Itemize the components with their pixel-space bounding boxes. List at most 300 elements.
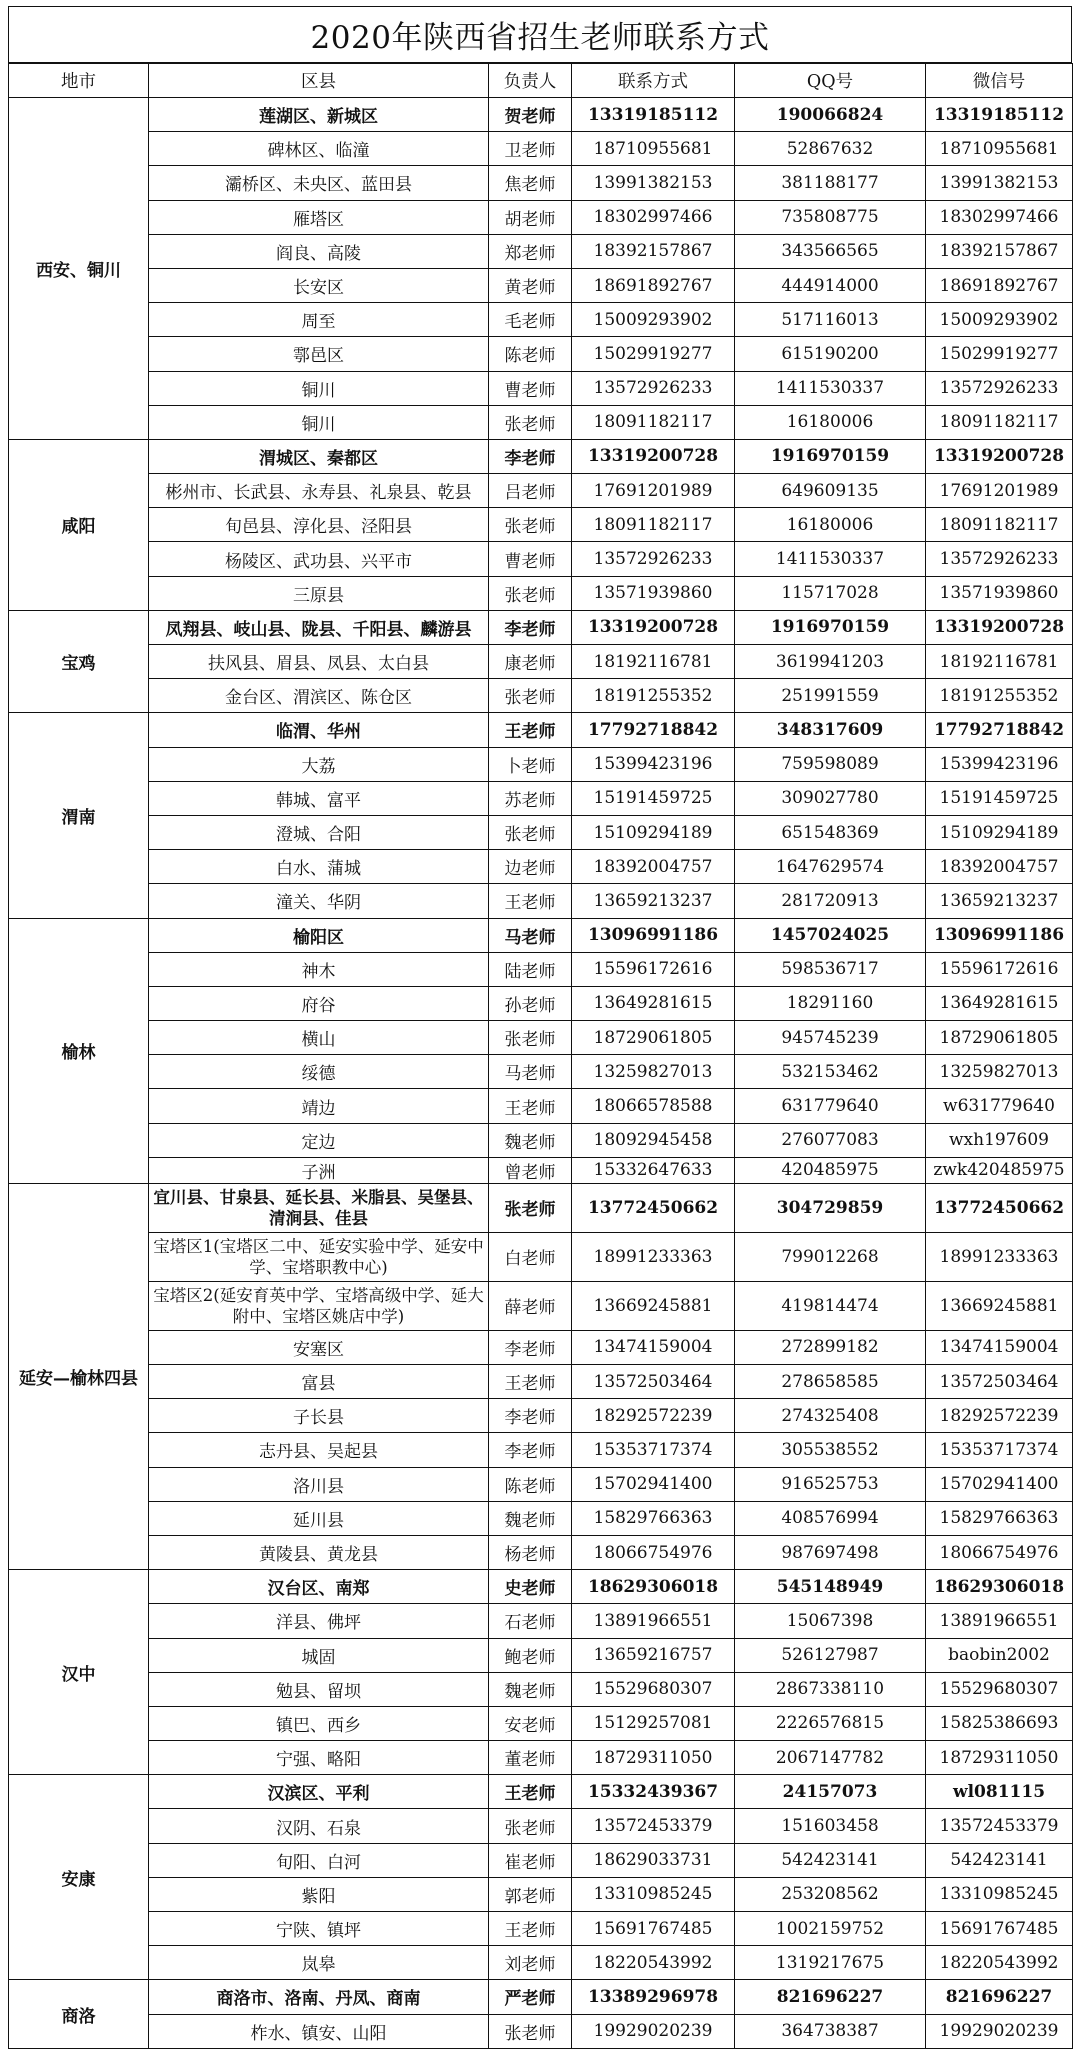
qq-cell: 545148949 <box>735 1570 926 1604</box>
person-cell: 康老师 <box>489 645 572 679</box>
qq-cell: 151603458 <box>735 1809 926 1843</box>
phone-cell: 13772450662 <box>572 1183 735 1232</box>
qq-cell: 24157073 <box>735 1775 926 1809</box>
person-cell: 毛老师 <box>489 303 572 337</box>
wechat-cell: 18091182117 <box>926 508 1073 542</box>
county-cell: 渭城区、秦都区 <box>149 439 489 473</box>
wechat-cell: 13572503464 <box>926 1365 1073 1399</box>
phone-cell: 13389296978 <box>572 1980 735 2014</box>
phone-cell: 18629033731 <box>572 1843 735 1877</box>
phone-cell: 13259827013 <box>572 1055 735 1089</box>
table-row <box>9 952 1073 986</box>
phone-cell: 15029919277 <box>572 337 735 371</box>
qq-cell: 1457024025 <box>735 918 926 952</box>
phone-cell: 18729061805 <box>572 1021 735 1055</box>
county-cell: 镇巴、西乡 <box>149 1706 489 1740</box>
county-cell: 宝塔区1(宝塔区二中、延安实验中学、延安中学、宝塔职教中心) <box>149 1232 489 1281</box>
qq-cell: 1647629574 <box>735 850 926 884</box>
header-phone: 联系方式 <box>572 64 735 98</box>
county-cell: 绥德 <box>149 1055 489 1089</box>
table-body <box>9 98 1073 2049</box>
phone-cell: 15009293902 <box>572 303 735 337</box>
county-cell: 紫阳 <box>149 1877 489 1911</box>
phone-cell: 15129257081 <box>572 1706 735 1740</box>
county-cell: 三原县 <box>149 576 489 610</box>
qq-cell: 1319217675 <box>735 1946 926 1980</box>
qq-cell: 916525753 <box>735 1467 926 1501</box>
qq-cell: 408576994 <box>735 1501 926 1535</box>
table-row <box>9 405 1073 439</box>
table-row <box>9 1809 1073 1843</box>
county-cell: 城固 <box>149 1638 489 1672</box>
qq-cell: 272899182 <box>735 1330 926 1364</box>
wechat-cell: 18091182117 <box>926 405 1073 439</box>
person-cell: 薛老师 <box>489 1281 572 1330</box>
person-cell: 李老师 <box>489 610 572 644</box>
county-cell: 子洲 <box>149 1157 489 1183</box>
wechat-cell: 18392157867 <box>926 234 1073 268</box>
wechat-cell: 15529680307 <box>926 1672 1073 1706</box>
county-cell: 临渭、华州 <box>149 713 489 747</box>
wechat-cell: 18220543992 <box>926 1946 1073 1980</box>
qq-cell: 799012268 <box>735 1232 926 1281</box>
county-cell: 洛川县 <box>149 1467 489 1501</box>
wechat-cell: 13319200728 <box>926 439 1073 473</box>
wechat-cell: 18691892767 <box>926 268 1073 302</box>
person-cell: 曹老师 <box>489 542 572 576</box>
person-cell: 崔老师 <box>489 1843 572 1877</box>
person-cell: 刘老师 <box>489 1946 572 1980</box>
person-cell: 王老师 <box>489 1365 572 1399</box>
table-row <box>9 2014 1073 2048</box>
phone-cell: 13669245881 <box>572 1281 735 1330</box>
person-cell: 张老师 <box>489 405 572 439</box>
region-cell: 延安—榆林四县 <box>9 1183 149 1569</box>
wechat-cell: 15191459725 <box>926 781 1073 815</box>
qq-cell: 615190200 <box>735 337 926 371</box>
header-city: 地市 <box>9 64 149 98</box>
table-row <box>9 1980 1073 2014</box>
county-cell: 定边 <box>149 1123 489 1157</box>
wechat-cell: 15691767485 <box>926 1912 1073 1946</box>
phone-cell: 15332439367 <box>572 1775 735 1809</box>
table-row <box>9 508 1073 542</box>
person-cell: 鲍老师 <box>489 1638 572 1672</box>
region-cell: 渭南 <box>9 713 149 918</box>
person-cell: 焦老师 <box>489 166 572 200</box>
region-cell: 宝鸡 <box>9 610 149 713</box>
wechat-cell: 13659213237 <box>926 884 1073 918</box>
wechat-cell: 18191255352 <box>926 679 1073 713</box>
county-cell: 岚皋 <box>149 1946 489 1980</box>
phone-cell: 13649281615 <box>572 986 735 1020</box>
county-cell: 子长县 <box>149 1399 489 1433</box>
phone-cell: 18991233363 <box>572 1232 735 1281</box>
wechat-cell: 18710955681 <box>926 132 1073 166</box>
wechat-cell: 13572453379 <box>926 1809 1073 1843</box>
county-cell: 阎良、高陵 <box>149 234 489 268</box>
wechat-cell: 18729061805 <box>926 1021 1073 1055</box>
county-cell: 洋县、佛坪 <box>149 1604 489 1638</box>
table-row <box>9 200 1073 234</box>
person-cell: 曹老师 <box>489 371 572 405</box>
qq-cell: 15067398 <box>735 1604 926 1638</box>
county-cell: 扶风县、眉县、凤县、太白县 <box>149 645 489 679</box>
county-cell: 府谷 <box>149 986 489 1020</box>
phone-cell: 15353717374 <box>572 1433 735 1467</box>
wechat-cell: 18991233363 <box>926 1232 1073 1281</box>
table-row <box>9 679 1073 713</box>
person-cell: 张老师 <box>489 2014 572 2048</box>
qq-cell: 274325408 <box>735 1399 926 1433</box>
county-cell: 神木 <box>149 952 489 986</box>
person-cell: 张老师 <box>489 679 572 713</box>
qq-cell: 304729859 <box>735 1183 926 1232</box>
table-row <box>9 1877 1073 1911</box>
wechat-cell: 13319185112 <box>926 98 1073 132</box>
table-row <box>9 1775 1073 1809</box>
table-row <box>9 1055 1073 1089</box>
phone-cell: 18066754976 <box>572 1535 735 1569</box>
phone-cell: 18629306018 <box>572 1570 735 1604</box>
wechat-cell: 13319200728 <box>926 610 1073 644</box>
qq-cell: 2067147782 <box>735 1741 926 1775</box>
header-row <box>9 64 1073 98</box>
person-cell: 张老师 <box>489 1021 572 1055</box>
header-qq: QQ号 <box>735 64 926 98</box>
table-row <box>9 645 1073 679</box>
person-cell: 魏老师 <box>489 1123 572 1157</box>
person-cell: 张老师 <box>489 1809 572 1843</box>
header-wechat: 微信号 <box>926 64 1073 98</box>
phone-cell: 13310985245 <box>572 1877 735 1911</box>
wechat-cell: 13571939860 <box>926 576 1073 610</box>
wechat-cell: 13991382153 <box>926 166 1073 200</box>
table-row <box>9 1365 1073 1399</box>
phone-cell: 18710955681 <box>572 132 735 166</box>
table-row <box>9 132 1073 166</box>
phone-cell: 18392004757 <box>572 850 735 884</box>
county-cell: 白水、蒲城 <box>149 850 489 884</box>
wechat-cell: 821696227 <box>926 1980 1073 2014</box>
phone-cell: 15829766363 <box>572 1501 735 1535</box>
table-row <box>9 337 1073 371</box>
region-cell: 安康 <box>9 1775 149 1980</box>
person-cell: 郑老师 <box>489 234 572 268</box>
table-row <box>9 1089 1073 1123</box>
county-cell: 勉县、留坝 <box>149 1672 489 1706</box>
table-row <box>9 1741 1073 1775</box>
county-cell: 志丹县、吴起县 <box>149 1433 489 1467</box>
person-cell: 魏老师 <box>489 1501 572 1535</box>
qq-cell: 2867338110 <box>735 1672 926 1706</box>
person-cell: 贺老师 <box>489 98 572 132</box>
qq-cell: 631779640 <box>735 1089 926 1123</box>
county-cell: 潼关、华阴 <box>149 884 489 918</box>
wechat-cell: 17691201989 <box>926 474 1073 508</box>
region-cell: 咸阳 <box>9 439 149 610</box>
table-row <box>9 986 1073 1020</box>
phone-cell: 13319185112 <box>572 98 735 132</box>
table-row <box>9 1843 1073 1877</box>
qq-cell: 945745239 <box>735 1021 926 1055</box>
wechat-cell: w631779640 <box>926 1089 1073 1123</box>
county-cell: 安塞区 <box>149 1330 489 1364</box>
county-cell: 大荔 <box>149 747 489 781</box>
person-cell: 史老师 <box>489 1570 572 1604</box>
person-cell: 陆老师 <box>489 952 572 986</box>
person-cell: 卫老师 <box>489 132 572 166</box>
county-cell: 莲湖区、新城区 <box>149 98 489 132</box>
qq-cell: 115717028 <box>735 576 926 610</box>
phone-cell: 15399423196 <box>572 747 735 781</box>
county-cell: 旬阳、白河 <box>149 1843 489 1877</box>
qq-cell: 52867632 <box>735 132 926 166</box>
county-cell: 宁强、略阳 <box>149 1741 489 1775</box>
qq-cell: 364738387 <box>735 2014 926 2048</box>
wechat-cell: 18392004757 <box>926 850 1073 884</box>
wechat-cell: wxh197609 <box>926 1123 1073 1157</box>
wechat-cell: 13310985245 <box>926 1877 1073 1911</box>
qq-cell: 276077083 <box>735 1123 926 1157</box>
qq-cell: 1916970159 <box>735 439 926 473</box>
wechat-cell: 18302997466 <box>926 200 1073 234</box>
qq-cell: 281720913 <box>735 884 926 918</box>
person-cell: 白老师 <box>489 1232 572 1281</box>
wechat-cell: 13572926233 <box>926 542 1073 576</box>
phone-cell: 18392157867 <box>572 234 735 268</box>
person-cell: 陈老师 <box>489 337 572 371</box>
county-cell: 灞桥区、未央区、蓝田县 <box>149 166 489 200</box>
qq-cell: 444914000 <box>735 268 926 302</box>
qq-cell: 1411530337 <box>735 542 926 576</box>
qq-cell: 419814474 <box>735 1281 926 1330</box>
wechat-cell: 15029919277 <box>926 337 1073 371</box>
table-row <box>9 542 1073 576</box>
wechat-cell: 13474159004 <box>926 1330 1073 1364</box>
wechat-cell: 18729311050 <box>926 1741 1073 1775</box>
person-cell: 安老师 <box>489 1706 572 1740</box>
county-cell: 金台区、渭滨区、陈仓区 <box>149 679 489 713</box>
person-cell: 王老师 <box>489 1912 572 1946</box>
wechat-cell: 18629306018 <box>926 1570 1073 1604</box>
person-cell: 李老师 <box>489 1399 572 1433</box>
person-cell: 严老师 <box>489 1980 572 2014</box>
county-cell: 商洛市、洛南、丹凤、商南 <box>149 1980 489 2014</box>
county-cell: 铜川 <box>149 405 489 439</box>
county-cell: 延川县 <box>149 1501 489 1535</box>
table-row <box>9 1232 1073 1281</box>
person-cell: 孙老师 <box>489 986 572 1020</box>
table-row <box>9 747 1073 781</box>
table-row <box>9 1021 1073 1055</box>
qq-cell: 649609135 <box>735 474 926 508</box>
county-cell: 柞水、镇安、山阳 <box>149 2014 489 2048</box>
phone-cell: 13572926233 <box>572 542 735 576</box>
table-row <box>9 474 1073 508</box>
person-cell: 张老师 <box>489 815 572 849</box>
qq-cell: 253208562 <box>735 1877 926 1911</box>
phone-cell: 13891966551 <box>572 1604 735 1638</box>
phone-cell: 15691767485 <box>572 1912 735 1946</box>
table-row <box>9 781 1073 815</box>
person-cell: 杨老师 <box>489 1535 572 1569</box>
county-cell: 杨陵区、武功县、兴平市 <box>149 542 489 576</box>
county-cell: 韩城、富平 <box>149 781 489 815</box>
region-cell: 汉中 <box>9 1570 149 1775</box>
person-cell: 王老师 <box>489 713 572 747</box>
table-row <box>9 1638 1073 1672</box>
county-cell: 宝塔区2(延安育英中学、宝塔高级中学、延大附中、宝塔区姚店中学) <box>149 1281 489 1330</box>
wechat-cell: 15109294189 <box>926 815 1073 849</box>
wechat-cell: 15702941400 <box>926 1467 1073 1501</box>
table-row <box>9 1501 1073 1535</box>
phone-cell: 13659213237 <box>572 884 735 918</box>
person-cell: 马老师 <box>489 1055 572 1089</box>
person-cell: 王老师 <box>489 1089 572 1123</box>
table-row <box>9 1570 1073 1604</box>
county-cell: 榆阳区 <box>149 918 489 952</box>
table-row <box>9 268 1073 302</box>
qq-cell: 348317609 <box>735 713 926 747</box>
table-row <box>9 1912 1073 1946</box>
qq-cell: 251991559 <box>735 679 926 713</box>
county-cell: 宁陕、镇坪 <box>149 1912 489 1946</box>
table-row <box>9 234 1073 268</box>
county-cell: 澄城、合阳 <box>149 815 489 849</box>
qq-cell: 3619941203 <box>735 645 926 679</box>
qq-cell: 1411530337 <box>735 371 926 405</box>
phone-cell: 18191255352 <box>572 679 735 713</box>
phone-cell: 18066578588 <box>572 1089 735 1123</box>
wechat-cell: wl081115 <box>926 1775 1073 1809</box>
phone-cell: 18302997466 <box>572 200 735 234</box>
phone-cell: 17792718842 <box>572 713 735 747</box>
phone-cell: 18092945458 <box>572 1123 735 1157</box>
phone-cell: 15702941400 <box>572 1467 735 1501</box>
phone-cell: 13319200728 <box>572 610 735 644</box>
qq-cell: 598536717 <box>735 952 926 986</box>
qq-cell: 343566565 <box>735 234 926 268</box>
table-row <box>9 166 1073 200</box>
wechat-cell: 13096991186 <box>926 918 1073 952</box>
person-cell: 马老师 <box>489 918 572 952</box>
qq-cell: 381188177 <box>735 166 926 200</box>
phone-cell: 18691892767 <box>572 268 735 302</box>
qq-cell: 532153462 <box>735 1055 926 1089</box>
wechat-cell: 15353717374 <box>926 1433 1073 1467</box>
wechat-cell: baobin2002 <box>926 1638 1073 1672</box>
wechat-cell: 15399423196 <box>926 747 1073 781</box>
phone-cell: 18729311050 <box>572 1741 735 1775</box>
table-row <box>9 1183 1073 1232</box>
page-title: 2020年陕西省招生老师联系方式 <box>8 6 1072 63</box>
qq-cell: 16180006 <box>735 508 926 542</box>
phone-cell: 13572926233 <box>572 371 735 405</box>
wechat-cell: 542423141 <box>926 1843 1073 1877</box>
person-cell: 边老师 <box>489 850 572 884</box>
qq-cell: 309027780 <box>735 781 926 815</box>
table-row <box>9 815 1073 849</box>
table-row <box>9 439 1073 473</box>
table-row <box>9 98 1073 132</box>
county-cell: 黄陵县、黄龙县 <box>149 1535 489 1569</box>
table-row <box>9 610 1073 644</box>
county-cell: 富县 <box>149 1365 489 1399</box>
qq-cell: 190066824 <box>735 98 926 132</box>
person-cell: 李老师 <box>489 1433 572 1467</box>
county-cell: 碑林区、临潼 <box>149 132 489 166</box>
phone-cell: 18220543992 <box>572 1946 735 1980</box>
person-cell: 郭老师 <box>489 1877 572 1911</box>
phone-cell: 13572503464 <box>572 1365 735 1399</box>
region-cell: 榆林 <box>9 918 149 1183</box>
wechat-cell: 17792718842 <box>926 713 1073 747</box>
table-row <box>9 1467 1073 1501</box>
person-cell: 张老师 <box>489 1183 572 1232</box>
person-cell: 黄老师 <box>489 268 572 302</box>
county-cell: 凤翔县、岐山县、陇县、千阳县、麟游县 <box>149 610 489 644</box>
wechat-cell: 15009293902 <box>926 303 1073 337</box>
table-row <box>9 371 1073 405</box>
wechat-cell: 13891966551 <box>926 1604 1073 1638</box>
wechat-cell: 13649281615 <box>926 986 1073 1020</box>
qq-cell: 1916970159 <box>735 610 926 644</box>
person-cell: 李老师 <box>489 1330 572 1364</box>
qq-cell: 420485975 <box>735 1157 926 1183</box>
table-row <box>9 576 1073 610</box>
table-row <box>9 1706 1073 1740</box>
phone-cell: 18292572239 <box>572 1399 735 1433</box>
wechat-cell: 13259827013 <box>926 1055 1073 1089</box>
region-cell: 商洛 <box>9 1980 149 2048</box>
qq-cell: 16180006 <box>735 405 926 439</box>
contact-table <box>8 63 1073 2049</box>
qq-cell: 821696227 <box>735 1980 926 2014</box>
county-cell: 彬州市、长武县、永寿县、礼泉县、乾县 <box>149 474 489 508</box>
phone-cell: 13319200728 <box>572 439 735 473</box>
wechat-cell: 18192116781 <box>926 645 1073 679</box>
phone-cell: 13474159004 <box>572 1330 735 1364</box>
region-cell: 西安、铜川 <box>9 98 149 440</box>
phone-cell: 15596172616 <box>572 952 735 986</box>
wechat-cell: 18066754976 <box>926 1535 1073 1569</box>
person-cell: 吕老师 <box>489 474 572 508</box>
table-row <box>9 713 1073 747</box>
table-row <box>9 1946 1073 1980</box>
person-cell: 魏老师 <box>489 1672 572 1706</box>
qq-cell: 1002159752 <box>735 1912 926 1946</box>
table-row <box>9 1157 1073 1183</box>
county-cell: 长安区 <box>149 268 489 302</box>
table-row <box>9 884 1073 918</box>
wechat-cell: 13572926233 <box>926 371 1073 405</box>
table-row <box>9 1535 1073 1569</box>
person-cell: 卜老师 <box>489 747 572 781</box>
person-cell: 张老师 <box>489 576 572 610</box>
table-row <box>9 918 1073 952</box>
county-cell: 铜川 <box>149 371 489 405</box>
phone-cell: 15191459725 <box>572 781 735 815</box>
phone-cell: 18192116781 <box>572 645 735 679</box>
person-cell: 王老师 <box>489 884 572 918</box>
county-cell: 周至 <box>149 303 489 337</box>
qq-cell: 759598089 <box>735 747 926 781</box>
phone-cell: 19929020239 <box>572 2014 735 2048</box>
wechat-cell: 15825386693 <box>926 1706 1073 1740</box>
qq-cell: 735808775 <box>735 200 926 234</box>
wechat-cell: 19929020239 <box>926 2014 1073 2048</box>
